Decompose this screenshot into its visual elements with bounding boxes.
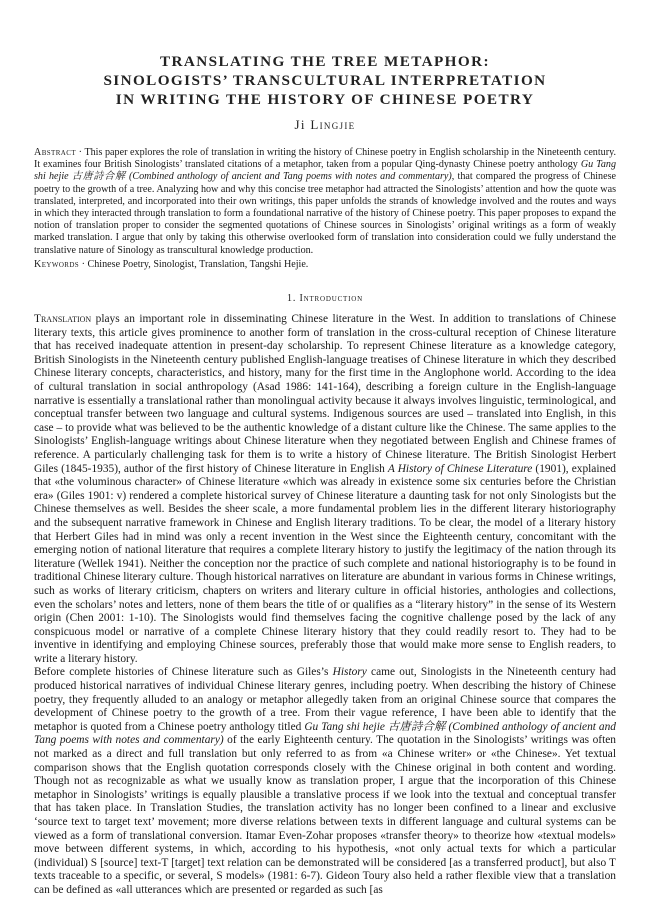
abstract-text-1: This paper explores the role of translation in writing the history of Chinese poetry in English scholarship in the Nineteenth century. It examines four British Sinologists’ translated citations of a metaphor, taken from a popular Qing-dynasty Chinese poetry anthology: [34, 147, 616, 171]
keywords: [34, 259, 616, 271]
section-heading: [34, 293, 616, 304]
paragraph-1-text-b: (1901), explained that «the voluminous character» of Chinese literature «which was already in existence some six centuries before the Christian era» (Giles 1901: v) rendered a complete historical survey of Chinese literature a daunting task for not only Sinologists but the Chinese themselves as well. Besides the sheer scale, a more fundamental problem lies in the different literary historiography and the subsequent narrative framework in Chinese and English literary traditions. To be clear, the model of a literary history that Herbert Giles had in mind was only a recent invention in the West since the Eighteenth century, concomitant with the emerging notion of national literature that requires a complete literary history to justify the legitimacy of the nation through its literature (Wellek 1941). Neither the conception nor the practice of such complete and national historiography is to be found in traditional Chinese literary culture. Though historical narratives on literature are abundant in various forms in Chinese writings, such as works of literary criticism, chapters on writers and literary culture in official histories, anthologies and collections, even the scholars’ notes and letters, none of them bears the title of or qualifies as a “literary history” in the sense of its Western origin (Chen 2001: 1-10). The Sinologists would find themselves facing the cognitive challenge posed by the lack of any conspicuous model or narrative of a complete Chinese literary history that they could readily resort to. They had to be inventive in identifying and employing Chinese sources, preferably those that would make more sense to English readers, to write a literary history.: [34, 462, 616, 665]
paragraph-1-text-a: plays an important role in disseminating Chinese literature in the West. In addition to translations of Chinese literary texts, this article gives prominence to another form of translation in the cross-cultural reception of Chinese literature that has received inadequate attention in present-day scholarship. To represent Chinese literature as a knowledge category, British Sinologists in the Nineteenth century published English-language treatises of Chinese literature in which they described Chinese literary concepts, characteristics, and history, many for the first time in the Anglophone world. According to the idea of cultural translation in social anthropology (Asad 1986: 141-164), describing a foreign culture in the English-language narrative is essentially a translational rather than monolingual activity because it always involves linguistic, terminological, and conceptual transfer between two language and cultural systems. Indigenous sources are used – translated into English, in this case – to provide what was believed to be the authentic knowledge of a distant culture like the Chinese. The same applies to the Sinologists’ English-language writings about Chinese literature when they negotiated between English and Chinese frames of reference. A particularly challenging task for them is to write a history of Chinese literature. The British Sinologist Herbert Giles (1845-1935), author of the first history of Chinese literature in English: [34, 313, 616, 475]
paper-title: [34, 52, 616, 109]
abstract-separator: ·: [76, 147, 85, 158]
author-last-name: Lingjie: [310, 117, 356, 132]
body-paragraph-2: [34, 666, 616, 897]
abstract: [34, 147, 616, 257]
paragraph-2-text-b: came out, Sinologists in the Nineteenth century had produced historical narratives of individual Chinese literary genres, including poetry. When describing the history of Chinese poetry, they frequently alluded to an analogy or metaphor allegedly taken from an original Chinese source that compares the development of Chinese poetry to the growth of a tree. From their vague reference, I have been able to identify that the metaphor is quoted from a Chinese poetry anthology titled: [34, 666, 616, 733]
body-paragraph-1: [34, 313, 616, 666]
title-line-1: TRANSLATING THE TREE METAPHOR:: [160, 53, 490, 70]
abstract-text-2: , that compared the progress of Chinese poetry to the growth of a tree. Analyzing how and why this concise tree metaphor had attracted the Sinologists’ attention and how the quote was translated, interpreted, and incorporated into their own writings, this paper unfolds the strands of knowledge involved and the routes and ways in which they interacted through translation to form a foundational narrative of the history of Chinese poetry. This paper proposes to expand the notion of translation proper to consider the segmented quotations of Chinese sources in Sinologists’ original writings as a form of weakly marked translation. I argue that only by taking this otherwise overlooked form of translation into consideration could we fully understand the translative nature of Sinology as transcultural knowledge production.: [34, 171, 616, 256]
paragraph-2-text-c: of the early Eighteenth century. The quotation in the Sinologists’ writings was often not marked as a direct and full translation but only referred to as from «a Chinese writer» or «the Chinese». Yet textual comparison shows that the English quotation corresponds closely with the Chinese original in both content and wording. Though not as recognizable as what we usually know as translation proper, I argue that the incorporation of this Chinese metaphor in Sinologists’ writings is equally plausible a translative process if we look into the textual and conceptual transfer that has taken place. In Translation Studies, the translation activity has no longer been confined to a linear and exclusive ‘source text to target text’ movement; more diverse relations between texts in different language and cultural systems can be viewed as a form of translational conversion. Itamar Even-Zohar proposes «transfer theory» to theorize how «textual models» move between different systems, in which, according to his hypothesis, «not only actual texts for which a particular (individual) S [source] text-T [target] text relation can be demonstrated will be considered [as a transferred product], but also T texts traceable to a specific, or several, S models» (1981: 6-7). Gideon Toury also held a rather flexible view that a translation can be defined as «all utterances which are presented or regarded as such [as: [34, 734, 616, 896]
anthology-title-gu-tang-shi-hejie: Gu Tang shi hejie 古唐詩合解 (Combined anthology of ancient and Tang poems with notes and commentary): [34, 720, 616, 747]
paragraph-2-text-a: Before complete histories of Chinese literature such as Giles’s: [34, 666, 333, 679]
title-line-2: SINOLOGISTS’ TRANSCULTURAL INTERPRETATION: [103, 72, 547, 89]
book-title-history-of-chinese-literature: A History of Chinese Literature: [387, 462, 533, 475]
abstract-label: Abstract: [34, 147, 76, 158]
keywords-separator: ·: [79, 258, 88, 270]
book-title-history: History: [332, 666, 367, 679]
author-name: [34, 117, 616, 133]
abstract-anthology-title: Gu Tang shi hejie 古唐詩合解 (Combined anthology of ancient and Tang poems with notes and commentary): [34, 159, 617, 183]
section-title: Introduction: [299, 293, 363, 305]
title-line-3: IN WRITING THE HISTORY OF CHINESE POETRY: [115, 91, 535, 108]
author-first-name: Ji: [294, 117, 306, 132]
keywords-text: Chinese Poetry, Sinologist, Translation, Tangshi Hejie.: [87, 258, 309, 270]
section-number: 1.: [287, 293, 297, 305]
keywords-label: Keywords: [34, 258, 80, 270]
paragraph-lead-word: Translation: [34, 313, 92, 326]
